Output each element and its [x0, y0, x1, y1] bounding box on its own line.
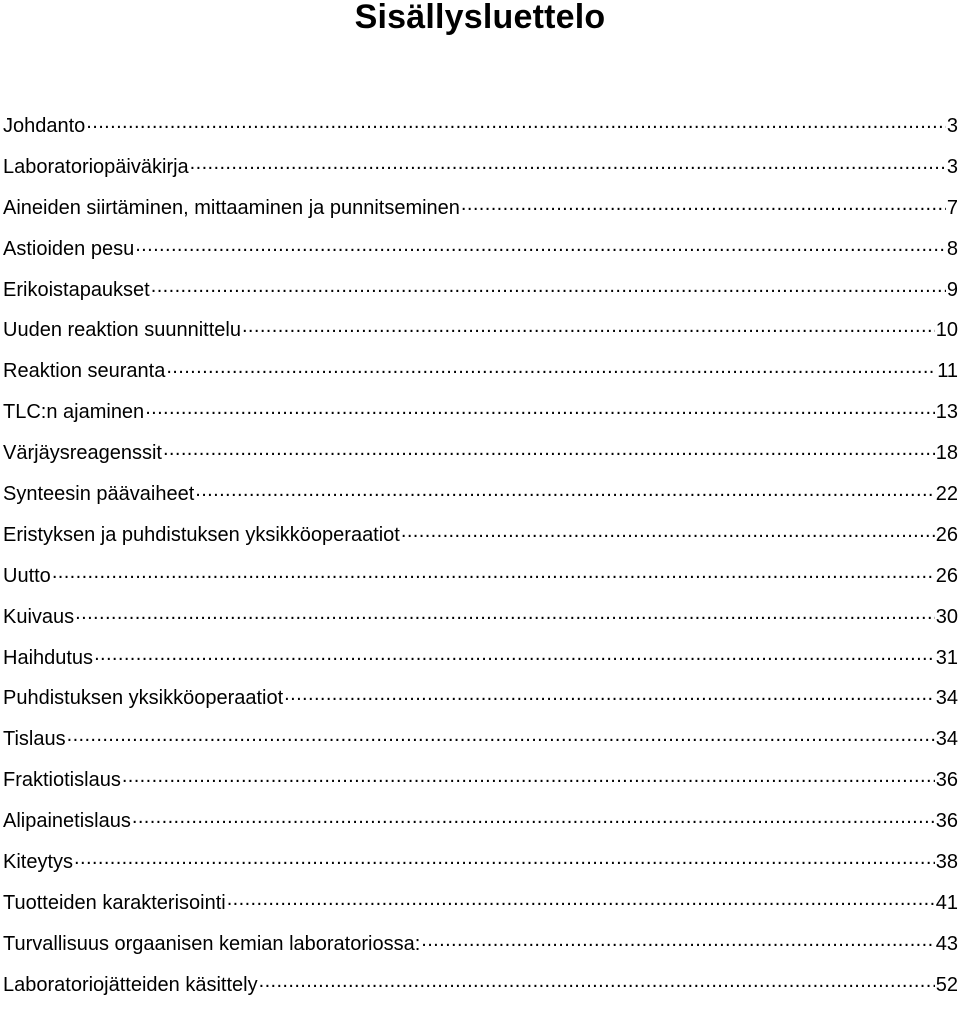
toc-leader-dots [135, 233, 946, 255]
toc-entry-page: 7 [946, 196, 958, 219]
toc-entry-label: Erikoistapaukset [3, 278, 150, 301]
toc-entry-label: Tuotteiden karakterisointi [3, 891, 226, 914]
toc-entry-label: Kuivaus [3, 605, 75, 628]
toc-entry-label: Puhdistuksen yksikköoperaatiot [3, 687, 284, 710]
toc-entry-page: 52 [935, 973, 958, 996]
toc-entry-label: Reaktion seuranta [3, 360, 166, 383]
toc-entry-page: 8 [946, 237, 958, 260]
toc-entry-page: 31 [935, 646, 958, 669]
toc-leader-dots [67, 723, 935, 745]
toc-entry-page: 36 [935, 769, 958, 792]
toc-leader-dots [86, 110, 946, 132]
toc-entry-label: Kiteytys [3, 851, 74, 874]
toc-entry[interactable] [0, 474, 960, 515]
toc-entry-label: TLC:n ajaminen [3, 401, 145, 424]
toc-leader-dots [122, 764, 935, 786]
toc-entry[interactable] [0, 556, 960, 597]
toc-entry-label: Laboratoriojätteiden käsittely [3, 973, 258, 996]
toc-entry-page: 22 [935, 483, 958, 506]
toc-entry-label: Turvallisuus orgaanisen kemian laboratoriossa: [3, 932, 421, 955]
toc-entry[interactable] [0, 433, 960, 474]
toc-entry-page: 38 [935, 851, 958, 874]
toc-entry-label: Johdanto [3, 115, 86, 137]
toc-entry[interactable] [0, 801, 960, 842]
toc-entry[interactable] [0, 719, 960, 760]
toc-entry-label: Haihdutus [3, 646, 94, 669]
toc-leader-dots [195, 478, 935, 500]
toc-entry[interactable] [0, 188, 960, 229]
toc-leader-dots [259, 969, 935, 991]
toc-entry[interactable] [0, 760, 960, 801]
table-of-contents [0, 106, 960, 1006]
toc-leader-dots [461, 192, 946, 214]
toc-leader-dots [284, 682, 935, 704]
page-title: Sisällysluettelo [354, 0, 606, 36]
toc-leader-dots [163, 437, 935, 459]
toc-leader-dots [132, 805, 935, 827]
toc-entry[interactable] [0, 229, 960, 270]
toc-leader-dots [242, 314, 935, 336]
toc-leader-dots [75, 601, 935, 623]
toc-leader-dots [145, 396, 935, 418]
toc-leader-dots [190, 151, 946, 173]
toc-leader-dots [151, 274, 946, 296]
toc-entry[interactable] [0, 842, 960, 883]
toc-entry-label: Eristyksen ja puhdistuksen yksikköoperaatiot [3, 523, 400, 546]
toc-entry-page: 18 [935, 442, 958, 465]
toc-entry-label: Uuden reaktion suunnittelu [3, 319, 241, 342]
toc-entry-label: Aineiden siirtäminen, mittaaminen ja punnitseminen [3, 196, 460, 219]
toc-leader-dots [421, 928, 935, 950]
toc-entry-page: 13 [935, 401, 958, 424]
toc-entry-label: Laboratoriopäiväkirja [3, 155, 189, 178]
toc-entry-page: 34 [935, 687, 958, 710]
toc-entry[interactable] [0, 924, 960, 965]
toc-entry[interactable] [0, 147, 960, 188]
toc-entry-label: Synteesin päävaiheet [3, 483, 195, 506]
toc-leader-dots [94, 642, 935, 664]
toc-entry[interactable] [0, 597, 960, 638]
toc-entry-label: Alipainetislaus [3, 810, 131, 833]
toc-entry-label: Tislaus [3, 728, 66, 751]
toc-entry[interactable] [0, 515, 960, 556]
toc-entry-page: 26 [935, 523, 958, 546]
toc-leader-dots [401, 519, 935, 541]
toc-entry[interactable] [0, 883, 960, 924]
toc-entry-page: 34 [935, 728, 958, 751]
toc-entry-label: Värjäysreagenssit [3, 442, 162, 465]
toc-entry-page: 3 [946, 115, 958, 137]
toc-entry-page: 9 [946, 278, 958, 301]
toc-entry-label: Fraktiotislaus [3, 769, 121, 792]
toc-entry-label: Astioiden pesu [3, 237, 135, 260]
toc-entry[interactable] [0, 678, 960, 719]
toc-entry-page: 36 [935, 810, 958, 833]
toc-entry-page: 3 [946, 155, 958, 178]
toc-entry[interactable] [0, 310, 960, 351]
toc-entry[interactable] [0, 106, 960, 147]
toc-entry-page: 10 [935, 319, 958, 342]
toc-entry[interactable] [0, 392, 960, 433]
toc-leader-dots [166, 355, 936, 377]
toc-entry-page: 11 [937, 360, 958, 383]
toc-leader-dots [227, 887, 935, 909]
toc-entry-page: 26 [935, 564, 958, 587]
toc-entry[interactable] [0, 965, 960, 1006]
toc-entry-page: 30 [935, 605, 958, 628]
toc-leader-dots [52, 560, 935, 582]
toc-leader-dots [74, 846, 935, 868]
toc-entry[interactable] [0, 270, 960, 311]
toc-entry-page: 41 [935, 891, 958, 914]
toc-entry[interactable] [0, 351, 960, 392]
toc-entry-label: Uutto [3, 564, 51, 587]
toc-entry[interactable] [0, 638, 960, 679]
toc-entry-page: 43 [935, 932, 958, 955]
